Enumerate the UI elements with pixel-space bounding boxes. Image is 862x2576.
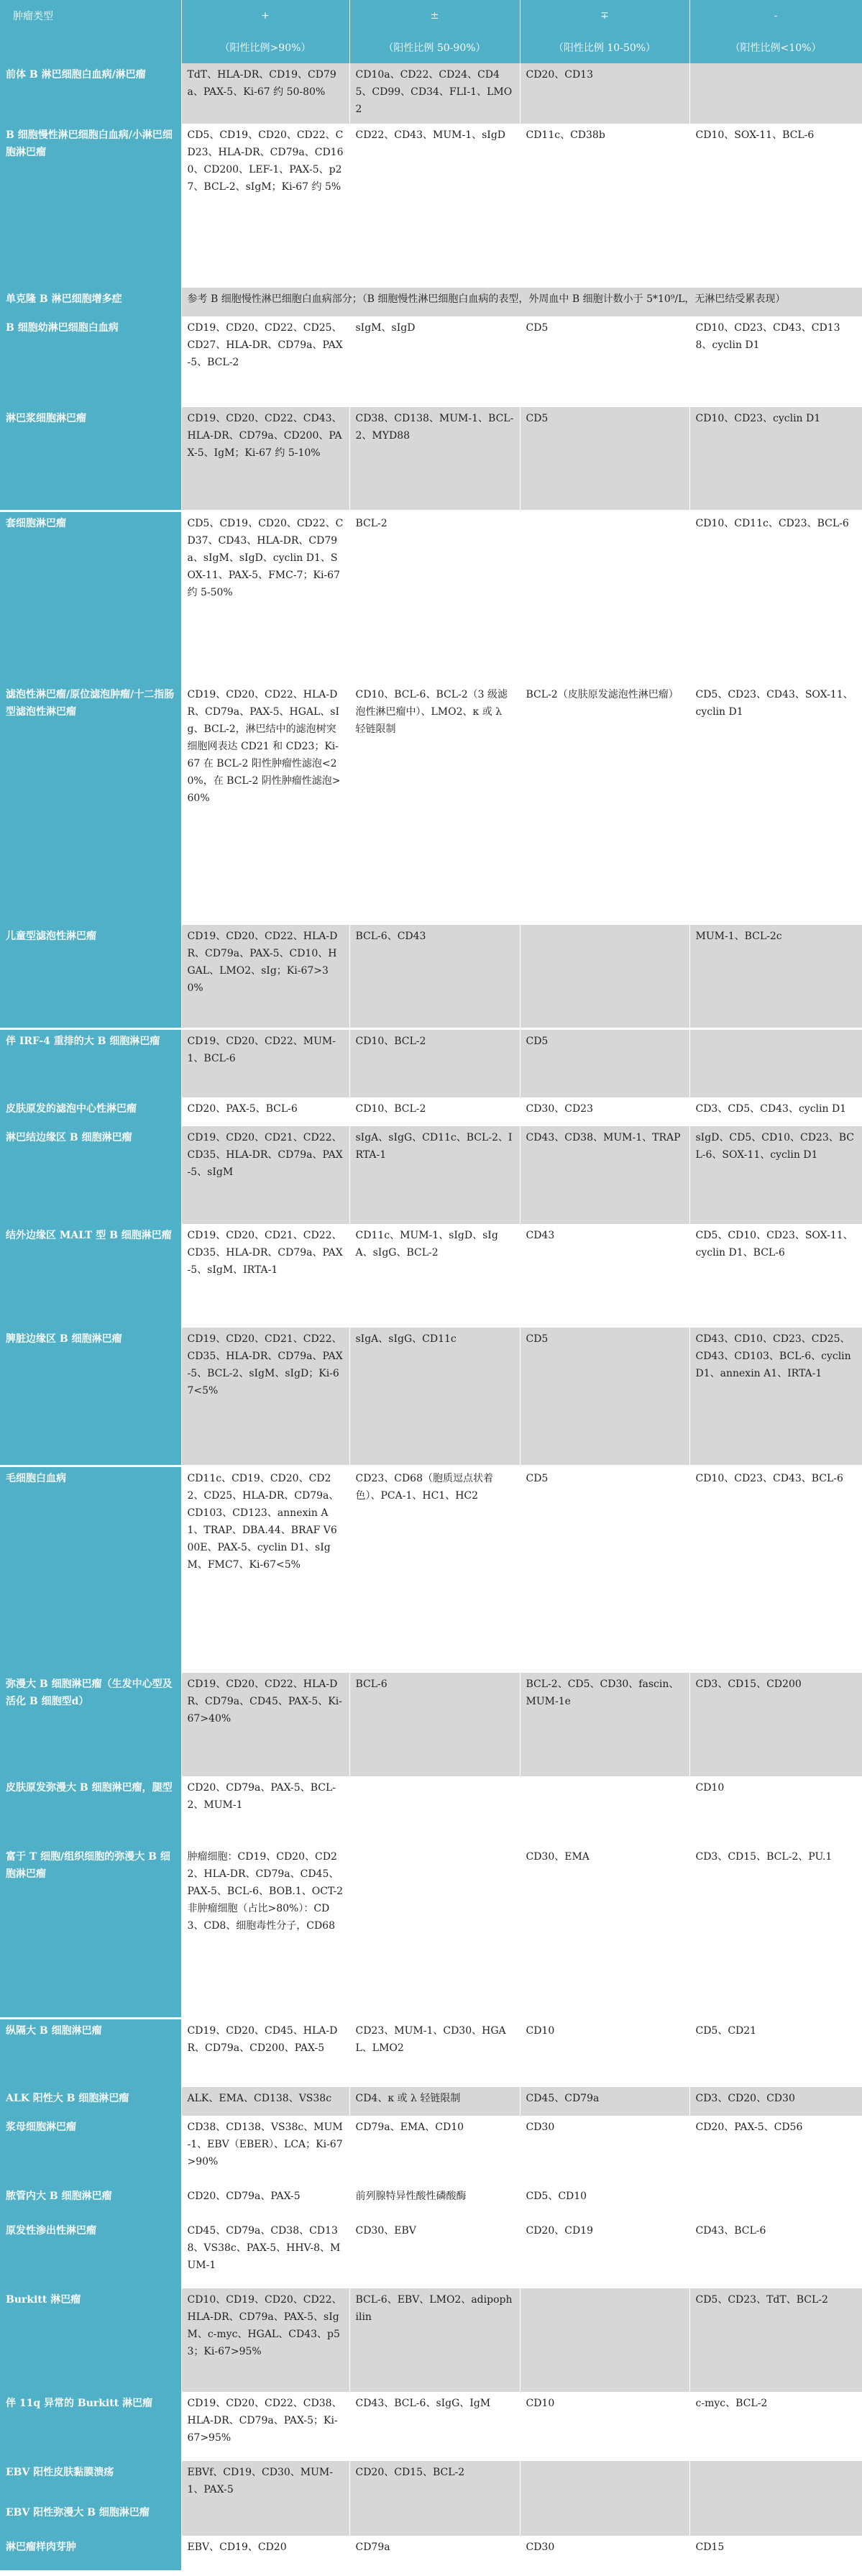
marker-text: CD5 — [526, 413, 549, 424]
minus-plus-markers-cell — [520, 925, 689, 1028]
plus-minus-markers-cell — [349, 1224, 520, 1328]
negative-markers-cell — [689, 1845, 862, 2018]
positive-markers-cell — [181, 1328, 349, 1466]
positive-markers-cell — [181, 683, 349, 925]
marker-text: MUM-1、BCL-2c — [695, 931, 782, 942]
table-row — [0, 925, 862, 1028]
marker-text: BCL-2、CD5、CD30、fascin、MUM-1e — [526, 1678, 679, 1707]
header-desc-minus-plus: （阳性比例 10-50%） — [520, 32, 689, 63]
note-cell: 参考 B 细胞慢性淋巴细胞白血病部分；（B 细胞慢性淋巴细胞白血病的表型，外周血中 B 细胞计数小于 5*10⁹/L，无淋巴结受累表现） — [181, 288, 862, 316]
plus-minus-markers-cell — [349, 2087, 520, 2116]
marker-text: CD5 — [526, 322, 549, 334]
positive-markers-cell — [181, 63, 349, 124]
plus-minus-markers-cell — [349, 2116, 520, 2185]
marker-text: CD20、PAX-5、BCL-6 — [187, 1103, 298, 1115]
marker-text: CD10 — [526, 2398, 555, 2409]
marker-text: 肿瘤细胞：CD19、CD20、CD22、HLA-DR、CD79a、CD45、PAX-5、BCL-6、BOB.1、OCT-2 非肿瘤细胞（占比>80%）：CD3、CD8、细胞毒性分子，CD68 — [187, 1851, 344, 1932]
marker-text: CD23、CD68（胞质逗点状着色）、PCA-1、HC1、HC2 — [355, 1472, 494, 1502]
table-row — [0, 2185, 862, 2219]
table-row — [0, 1028, 862, 1097]
marker-text: CD79a — [355, 2541, 390, 2553]
minus-plus-markers-cell — [520, 2392, 689, 2461]
marker-text: BCL-6 — [355, 1678, 388, 1690]
negative-markers-cell — [689, 2536, 862, 2570]
marker-text: CD19、CD20、CD22、HLA-DR、CD79a、PAX-5、HGAL、sIg、BCL-2，淋巴结中的滤泡树突细胞网表达 CD21 和 CD23；Ki-67 在 BCL-2 阳性肿瘤性滤泡<20%，在 BCL-2 阴性肿瘤性滤泡>60% — [187, 689, 341, 804]
minus-plus-markers-cell — [520, 1097, 689, 1126]
positive-markers-cell — [181, 511, 349, 683]
plus-minus-markers-cell — [349, 1028, 520, 1097]
table-row — [0, 124, 862, 288]
marker-text: CD10、CD23、CD43、BCL-6 — [695, 1472, 843, 1484]
tumor-type-header: 肿瘤类型 — [0, 0, 181, 32]
negative-markers-cell — [689, 2116, 862, 2185]
negative-markers-cell — [689, 2501, 862, 2536]
marker-text: CD5 — [526, 1035, 549, 1047]
positive-markers-cell — [181, 1126, 349, 1224]
tumor-type-cell: 弥漫大 B 细胞淋巴瘤（生发中心型及活化 B 细胞型d） — [0, 1673, 181, 1776]
header-symbol-plus-minus: ± — [349, 0, 520, 32]
plus-minus-markers-cell — [349, 925, 520, 1028]
plus-minus-markers-cell — [349, 1126, 520, 1224]
tumor-type-cell: 伴 11q 异常的 Burkitt 淋巴瘤 — [0, 2392, 181, 2461]
minus-plus-markers-cell — [520, 2461, 689, 2501]
tumor-type-cell: 纵隔大 B 细胞淋巴瘤 — [0, 2018, 181, 2087]
marker-text: CD5 — [526, 1472, 549, 1484]
marker-text: CD5、CD19、CD20、CD22、CD37、CD43、HLA-DR、CD79a、sIgM、sIgD、cyclin D1、SOX-11、PAX-5、FMC-7；Ki-67 约 5-50% — [187, 517, 344, 598]
marker-text: CD5、CD19、CD20、CD22、CD23、HLA-DR、CD79a、CD160、CD200、LEF-1、PAX-5、p27、BCL-2、sIgM；Ki-67 约 5% — [187, 129, 344, 193]
tumor-type-cell: 脾脏边缘区 B 细胞淋巴瘤 — [0, 1328, 181, 1466]
positive-markers-cell — [181, 2087, 349, 2116]
marker-text: c-myc、BCL-2 — [695, 2398, 768, 2409]
marker-text: CD10、BCL-2 — [355, 1103, 426, 1115]
marker-text: BCL-2（皮肤原发滤泡性淋巴瘤） — [526, 689, 679, 700]
header-desc-negative: （阳性比例<10%） — [689, 32, 862, 63]
marker-text: sIgD、CD5、CD10、CD23、BCL-6、SOX-11、cyclin D1 — [695, 1132, 855, 1161]
plus-minus-markers-cell — [349, 63, 520, 124]
negative-markers-cell — [689, 2018, 862, 2087]
marker-text: CD43、CD10、CD23、CD25、CD43、CD103、BCL-6、cyclin D1、annexin A1、IRTA-1 — [695, 1333, 851, 1379]
tumor-type-cell: 结外边缘区 MALT 型 B 细胞淋巴瘤 — [0, 1224, 181, 1328]
positive-markers-cell — [181, 1673, 349, 1776]
plus-minus-markers-cell — [349, 407, 520, 511]
minus-plus-markers-cell — [520, 2219, 689, 2288]
positive-markers-cell — [181, 2392, 349, 2461]
table-row — [0, 1224, 862, 1328]
marker-text: BCL-6、EBV、LMO2、adipophilin — [355, 2294, 513, 2323]
marker-text: ALK、EMA、CD138、VS38c — [187, 2093, 332, 2104]
plus-minus-markers-cell — [349, 1845, 520, 2018]
marker-text: CD3、CD15、BCL-2、PU.1 — [695, 1851, 833, 1863]
marker-text: CD10a、CD22、CD24、CD45、CD99、CD34、FLI-1、LMO2 — [355, 69, 513, 115]
marker-text: CD30、EMA — [526, 1851, 590, 1863]
header-symbol-row — [0, 0, 862, 32]
minus-plus-markers-cell — [520, 1224, 689, 1328]
table-row — [0, 407, 862, 511]
minus-plus-markers-cell — [520, 407, 689, 511]
tumor-type-cell: 脓管内大 B 细胞淋巴瘤 — [0, 2185, 181, 2219]
marker-text: CD45、CD79a、CD38、CD138、VS38c、PAX-5、HHV-8、MUM-1 — [187, 2225, 341, 2271]
tumor-type-cell: 淋巴浆细胞淋巴瘤 — [0, 407, 181, 511]
marker-text: CD20、PAX-5、CD56 — [695, 2121, 803, 2133]
minus-plus-markers-cell — [520, 2087, 689, 2116]
marker-text: CD19、CD20、CD22、HLA-DR、CD79a、CD45、PAX-5、Ki-67>40% — [187, 1678, 342, 1725]
negative-markers-cell — [689, 925, 862, 1028]
minus-plus-markers-cell — [520, 1673, 689, 1776]
tumor-type-cell: B 细胞幼淋巴细胞白血病 — [0, 316, 181, 407]
marker-text: CD20、CD19 — [526, 2225, 594, 2237]
marker-text: CD4、κ 或 λ 轻链限制 — [355, 2093, 461, 2104]
plus-minus-markers-cell — [349, 511, 520, 683]
marker-text: 前列腺特异性酸性磷酸酶 — [355, 2191, 467, 2202]
positive-markers-cell — [181, 1845, 349, 2018]
minus-plus-markers-cell — [520, 1028, 689, 1097]
plus-minus-markers-cell — [349, 2185, 520, 2219]
marker-text: CD43、BCL-6 — [695, 2225, 766, 2237]
marker-text: CD30 — [526, 2541, 555, 2553]
table-row — [0, 1097, 862, 1126]
negative-markers-cell — [689, 1126, 862, 1224]
marker-text: CD10 — [695, 1782, 725, 1794]
plus-minus-markers-cell — [349, 2392, 520, 2461]
minus-plus-markers-cell — [520, 2185, 689, 2219]
positive-markers-cell — [181, 1097, 349, 1126]
table-row — [0, 1845, 862, 2018]
negative-markers-cell — [689, 511, 862, 683]
tumor-type-cell: 滤泡性淋巴瘤/原位滤泡肿瘤/十二指肠型滤泡性淋巴瘤 — [0, 683, 181, 925]
header-blank — [0, 32, 181, 63]
plus-minus-markers-cell — [349, 1673, 520, 1776]
header-desc-positive: （阳性比例>90%） — [181, 32, 349, 63]
tumor-type-cell: 富于 T 细胞/组织细胞的弥漫大 B 细胞淋巴瘤 — [0, 1845, 181, 2018]
marker-text: BCL-2 — [355, 517, 388, 529]
marker-text: CD11c、CD19、CD20、CD22、CD25、HLA-DR、CD79a、CD103、CD123、annexin A1、TRAP、DBA.44、BRAF V600E、PAX-5、cyclin D1、sIgM、FMC7、Ki-67<5% — [187, 1472, 339, 1571]
marker-text: CD11c、MUM-1、sIgD、sIgA、sIgG、BCL-2 — [355, 1230, 498, 1259]
minus-plus-markers-cell — [520, 1126, 689, 1224]
negative-markers-cell — [689, 2185, 862, 2219]
marker-text: CD3、CD5、CD43、cyclin D1 — [695, 1103, 847, 1115]
negative-markers-cell — [689, 1776, 862, 1845]
marker-text: CD10、CD23、cyclin D1 — [695, 413, 821, 424]
positive-markers-cell — [181, 1776, 349, 1845]
table-row — [0, 1126, 862, 1224]
positive-markers-cell — [181, 2461, 349, 2501]
tumor-type-cell: 套细胞淋巴瘤 — [0, 511, 181, 683]
marker-text: CD19、CD20、CD22、HLA-DR、CD79a、PAX-5、CD10、HGAL、LMO2、sIg；Ki-67>30% — [187, 931, 338, 994]
table-row — [0, 511, 862, 683]
marker-text: CD30、EBV — [355, 2225, 416, 2237]
positive-markers-cell — [181, 2116, 349, 2185]
table-row — [0, 2219, 862, 2288]
table-row — [0, 2087, 862, 2116]
plus-minus-markers-cell — [349, 2018, 520, 2087]
marker-text: BCL-6、CD43 — [355, 931, 426, 942]
marker-text: CD5、CD21 — [695, 2024, 757, 2037]
tumor-type-cell: 淋巴结边缘区 B 细胞淋巴瘤 — [0, 1126, 181, 1224]
minus-plus-markers-cell — [520, 124, 689, 288]
plus-minus-markers-cell — [349, 2536, 520, 2570]
plus-minus-markers-cell — [349, 2219, 520, 2288]
minus-plus-markers-cell — [520, 1466, 689, 1673]
marker-text: EBVf、CD19、CD30、MUM-1、PAX-5 — [187, 2467, 334, 2495]
positive-markers-cell — [181, 316, 349, 407]
negative-markers-cell — [689, 407, 862, 511]
table-row — [0, 288, 862, 316]
header-desc-plus-minus: （阳性比例 50-90%） — [349, 32, 520, 63]
marker-text: CD20、CD79a、PAX-5 — [187, 2191, 301, 2202]
table-row — [0, 2392, 862, 2461]
plus-minus-markers-cell — [349, 1097, 520, 1126]
marker-text: CD19、CD20、CD22、CD38、HLA-DR、CD79a、PAX-5；Ki-67>95% — [187, 2398, 342, 2444]
marker-text: CD79a、EMA、CD10 — [355, 2121, 464, 2133]
marker-text: sIgA、sIgG、CD11c — [355, 1333, 457, 1345]
table-row — [0, 683, 862, 925]
minus-plus-markers-cell — [520, 2018, 689, 2087]
marker-text: CD43、CD38、MUM-1、TRAP — [526, 1132, 681, 1143]
plus-minus-markers-cell — [349, 1328, 520, 1466]
negative-markers-cell — [689, 1328, 862, 1466]
minus-plus-markers-cell — [520, 63, 689, 124]
table-row — [0, 2018, 862, 2087]
positive-markers-cell — [181, 2501, 349, 2536]
negative-markers-cell — [689, 2461, 862, 2501]
negative-markers-cell — [689, 2392, 862, 2461]
tumor-type-cell: EBV 阳性皮肤黏膜溃疡 — [0, 2461, 181, 2501]
marker-text: CD20、CD15、BCL-2 — [355, 2467, 465, 2478]
marker-text: CD10、CD11c、CD23、BCL-6 — [695, 517, 849, 529]
table-row — [0, 1673, 862, 1776]
marker-text: CD43 — [526, 1230, 555, 1241]
negative-markers-cell — [689, 1097, 862, 1126]
tumor-type-cell: 原发性渗出性淋巴瘤 — [0, 2219, 181, 2288]
marker-text: CD19、CD20、CD45、HLA-DR、CD79a、CD200、PAX-5 — [187, 2024, 338, 2054]
tumor-type-cell: 皮肤原发弥漫大 B 细胞淋巴瘤，腿型 — [0, 1776, 181, 1845]
plus-minus-markers-cell — [349, 1466, 520, 1673]
marker-text: CD19、CD20、CD21、CD22、CD35、HLA-DR、CD79a、PAX-5、BCL-2、sIgM、sIgD；Ki-67<5% — [187, 1333, 343, 1397]
marker-text: CD38、CD138、VS38c、MUM-1、EBV（EBER）、LCA；Ki-67>90% — [187, 2121, 343, 2168]
plus-minus-markers-cell — [349, 2288, 520, 2392]
table-row — [0, 1776, 862, 1845]
tumor-type-cell: ALK 阳性大 B 细胞淋巴瘤 — [0, 2087, 181, 2116]
marker-text: EBV、CD19、CD20 — [187, 2541, 287, 2553]
plus-minus-markers-cell — [349, 2461, 520, 2501]
marker-text: CD30、CD23 — [526, 1103, 594, 1115]
header-symbol-minus-plus: ∓ — [520, 0, 689, 32]
marker-text: CD19、CD20、CD21、CD22、CD35、HLA-DR、CD79a、PAX-5、sIgM — [187, 1132, 343, 1178]
table-row — [0, 2288, 862, 2392]
marker-text: CD19、CD20、CD22、CD25、CD27、HLA-DR、CD79a、PAX-5、BCL-2 — [187, 322, 343, 368]
marker-text: CD10、CD23、CD43、CD138、cyclin D1 — [695, 322, 840, 351]
header-symbol-negative: - — [689, 0, 862, 32]
positive-markers-cell — [181, 1028, 349, 1097]
marker-text: CD19、CD20、CD22、MUM-1、BCL-6 — [187, 1035, 336, 1064]
marker-text: CD15 — [695, 2541, 725, 2553]
marker-text: CD11c、CD38b — [526, 129, 605, 141]
marker-text: CD19、CD20、CD22、CD43、HLA-DR、CD79a、CD200、PAX-5、IgM；Ki-67 约 5-10% — [187, 413, 342, 459]
table-row — [0, 1466, 862, 1673]
negative-markers-cell — [689, 63, 862, 124]
negative-markers-cell — [689, 1028, 862, 1097]
positive-markers-cell — [181, 2185, 349, 2219]
marker-text: CD38、CD138、MUM-1、BCL-2、MYD88 — [355, 413, 514, 442]
marker-text: CD20、CD13 — [526, 69, 594, 81]
marker-text: CD20、CD79a、PAX-5、BCL-2、MUM-1 — [187, 1782, 336, 1811]
plus-minus-markers-cell — [349, 2501, 520, 2536]
tumor-type-cell: 浆母细胞淋巴瘤 — [0, 2116, 181, 2185]
minus-plus-markers-cell — [520, 2501, 689, 2536]
positive-markers-cell — [181, 1466, 349, 1673]
negative-markers-cell — [689, 2087, 862, 2116]
marker-text: CD10、BCL-6、BCL-2（3 级滤泡性淋巴瘤中）、LMO2、κ 或 λ 轻链限制 — [355, 689, 508, 735]
marker-text: CD22、CD43、MUM-1、sIgD — [355, 129, 506, 141]
negative-markers-cell — [689, 2219, 862, 2288]
minus-plus-markers-cell — [520, 1845, 689, 2018]
marker-text: CD10、CD19、CD20、CD22、HLA-DR、CD79a、PAX-5、sIgM、c-myc、HGAL、CD43、p53；Ki-67>95% — [187, 2294, 342, 2357]
marker-text: CD3、CD20、CD30 — [695, 2093, 795, 2104]
marker-text: CD10、BCL-2 — [355, 1035, 426, 1047]
marker-text: CD5、CD10 — [526, 2191, 587, 2202]
positive-markers-cell — [181, 2536, 349, 2570]
table-row — [0, 2116, 862, 2185]
tumor-type-cell: B 细胞慢性淋巴细胞白血病/小淋巴细胞淋巴瘤 — [0, 124, 181, 288]
negative-markers-cell — [689, 1466, 862, 1673]
table-row — [0, 1328, 862, 1466]
positive-markers-cell — [181, 407, 349, 511]
plus-minus-markers-cell — [349, 683, 520, 925]
negative-markers-cell — [689, 124, 862, 288]
positive-markers-cell — [181, 124, 349, 288]
header-symbol-positive: + — [181, 0, 349, 32]
tumor-type-cell: 伴 IRF-4 重排的大 B 细胞淋巴瘤 — [0, 1028, 181, 1097]
marker-text: sIgM、sIgD — [355, 322, 416, 334]
marker-text: CD5、CD23、TdT、BCL-2 — [695, 2294, 828, 2306]
marker-text: CD10、SOX-11、BCL-6 — [695, 129, 815, 141]
table-row — [0, 2461, 862, 2501]
header-desc-row — [0, 32, 862, 63]
tumor-type-cell: 毛细胞白血病 — [0, 1466, 181, 1673]
positive-markers-cell — [181, 925, 349, 1028]
table-row — [0, 2501, 862, 2536]
marker-text: CD43、BCL-6、sIgG、IgM — [355, 2398, 491, 2409]
marker-text: CD5 — [526, 1333, 549, 1345]
negative-markers-cell — [689, 316, 862, 407]
marker-text: CD10 — [526, 2024, 555, 2037]
tumor-type-cell: 皮肤原发的滤泡中心性淋巴瘤 — [0, 1097, 181, 1126]
negative-markers-cell — [689, 2288, 862, 2392]
marker-text: CD23、MUM-1、CD30、HGAL、LMO2 — [355, 2024, 506, 2054]
negative-markers-cell — [689, 683, 862, 925]
minus-plus-markers-cell — [520, 683, 689, 925]
tumor-type-cell: EBV 阳性弥漫大 B 细胞淋巴瘤 — [0, 2501, 181, 2536]
table-row — [0, 316, 862, 407]
tumor-type-cell: 前体 B 淋巴细胞白血病/淋巴瘤 — [0, 63, 181, 124]
minus-plus-markers-cell — [520, 2536, 689, 2570]
minus-plus-markers-cell — [520, 316, 689, 407]
marker-text: CD30 — [526, 2121, 555, 2133]
tumor-type-cell: 单克隆 B 淋巴细胞增多症 — [0, 288, 181, 316]
minus-plus-markers-cell — [520, 1328, 689, 1466]
plus-minus-markers-cell — [349, 1776, 520, 1845]
marker-text: TdT、HLA-DR、CD19、CD79a、PAX-5、Ki-67 约 50-80% — [187, 69, 336, 98]
tumor-type-cell: 儿童型滤泡性淋巴瘤 — [0, 925, 181, 1028]
table-body — [0, 63, 862, 2570]
marker-text: CD19、CD20、CD21、CD22、CD35、HLA-DR、CD79a、PAX-5、sIgM、IRTA-1 — [187, 1230, 343, 1276]
marker-text: CD3、CD15、CD200 — [695, 1678, 802, 1690]
positive-markers-cell — [181, 1224, 349, 1328]
plus-minus-markers-cell — [349, 124, 520, 288]
minus-plus-markers-cell — [520, 511, 689, 683]
table-row — [0, 63, 862, 124]
tumor-type-cell: Burkitt 淋巴瘤 — [0, 2288, 181, 2392]
positive-markers-cell — [181, 2018, 349, 2087]
positive-markers-cell — [181, 2219, 349, 2288]
negative-markers-cell — [689, 1224, 862, 1328]
marker-text: CD5、CD10、CD23、SOX-11、cyclin D1、BCL-6 — [695, 1230, 853, 1259]
positive-markers-cell — [181, 2288, 349, 2392]
minus-plus-markers-cell — [520, 1776, 689, 1845]
minus-plus-markers-cell — [520, 2288, 689, 2392]
minus-plus-markers-cell — [520, 2116, 689, 2185]
negative-markers-cell — [689, 1673, 862, 1776]
plus-minus-markers-cell — [349, 316, 520, 407]
table-row — [0, 2536, 862, 2570]
marker-text: CD45、CD79a — [526, 2093, 600, 2104]
tumor-type-cell: 淋巴瘤样肉芽肿 — [0, 2536, 181, 2570]
marker-text: sIgA、sIgG、CD11c、BCL-2、IRTA-1 — [355, 1132, 513, 1161]
marker-text: CD5、CD23、CD43、SOX-11、cyclin D1 — [695, 689, 853, 718]
